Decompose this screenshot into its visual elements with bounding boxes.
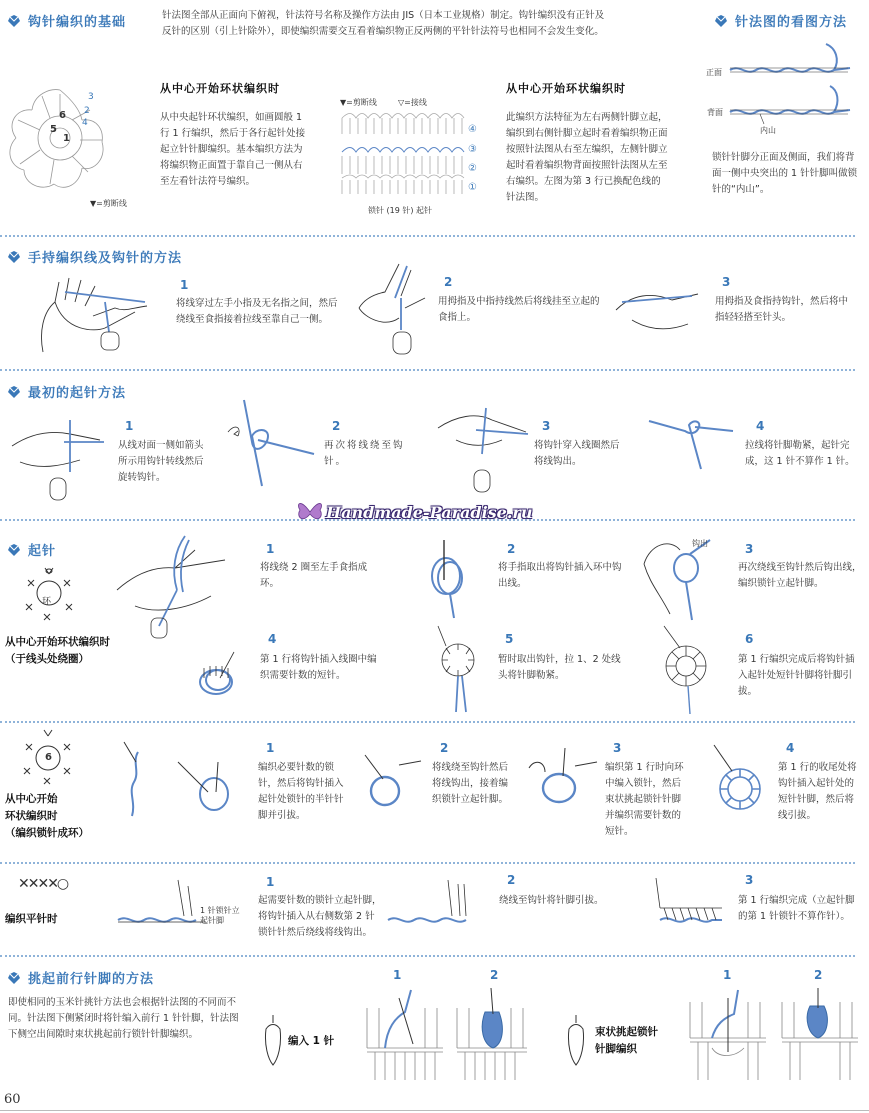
chainring-label: 从中心开始: [5, 793, 58, 805]
section-title-text: 起针: [28, 544, 57, 559]
completed-ring-illustration: [650, 626, 720, 716]
hand-illustration: [115, 530, 255, 640]
legend-cut: ▼=剪断线: [90, 199, 127, 208]
subsection-title: 从中心开始环状编织时: [506, 82, 626, 95]
step-number: 4: [786, 741, 795, 755]
step-text: 绕线至钩针将针脚引拔。: [499, 895, 604, 906]
pullout-label: 钩出: [692, 539, 708, 548]
gem-icon: [8, 544, 20, 556]
ring-number: 6: [59, 110, 66, 121]
ring-number: 5: [50, 124, 57, 135]
reading-text: 锁针针脚分正面及侧面，我们将背面一侧中央突出的 1 针针脚叫做锁针的“内山”。: [712, 152, 858, 195]
step-number: 3: [542, 419, 551, 433]
step-text: 编织必要针数的锁针，然后将钩针插入起针处锁针的半针针脚并引拔。: [258, 762, 344, 821]
chain-ring-illustration: [355, 755, 425, 815]
knot-illustration: [645, 415, 735, 475]
ring-stitches-illustration: [190, 648, 250, 708]
step-number: 5: [505, 632, 514, 646]
step-text: 再次绕线至钩针然后钩出线，编织锁针立起针脚。: [738, 562, 862, 589]
front-label: 正面: [706, 68, 722, 77]
loop-illustration: [228, 396, 318, 491]
step-number: 2: [814, 968, 823, 982]
section-title-holding: [8, 247, 182, 266]
qizhen-label: 从中心开始环状编织时: [5, 636, 110, 648]
ring-number: 2: [84, 106, 90, 116]
step-number: 2: [332, 419, 341, 433]
section-title-start: [8, 382, 126, 401]
puff-bundle-complete-illustration: [780, 988, 860, 1083]
pulled-ring-illustration: [428, 626, 488, 716]
step-number: 6: [745, 632, 754, 646]
gem-icon: [8, 251, 20, 263]
ring-number: 3: [88, 92, 94, 102]
section-title-text: 针法图的看图方法: [735, 15, 848, 30]
row-number: ③: [468, 144, 477, 155]
section-title-text: 挑起前行针脚的方法: [28, 972, 155, 987]
flat-label: 编织平针时: [5, 913, 58, 925]
circular-stitch-chart: [2, 80, 112, 210]
step-number: 3: [745, 542, 754, 556]
step-text: 第 1 行编织完成（立起针脚的第 1 针锁针不算作针）。: [738, 895, 855, 922]
puff-stitch-symbol: [565, 1015, 587, 1067]
ring-symbol-number: 6: [45, 752, 52, 763]
flat-row-illustration: [388, 880, 488, 940]
gem-icon: [715, 15, 727, 27]
page-bottom-line: [0, 1110, 869, 1111]
divider: [0, 235, 855, 237]
flat-annotation: 1 针锁针立: [200, 906, 240, 915]
chain-ring-illustration: [525, 748, 600, 818]
chainring-label: 环状编织时: [5, 810, 58, 822]
hand-hook-illustration: [640, 534, 720, 624]
step-number: 4: [756, 419, 765, 433]
divider: [0, 955, 855, 957]
section-title-basics: [8, 11, 126, 30]
inner-label: 内山: [760, 126, 776, 135]
ring-number: 1: [63, 133, 70, 144]
row-number: ④: [468, 124, 477, 135]
flat-stitch-chart: [338, 112, 468, 202]
row-number: ②: [468, 163, 477, 174]
step-text: 再次将线绕至钩针。: [324, 440, 405, 467]
ring-number: 4: [82, 118, 88, 128]
step-text: 编织第 1 行时向环中编入锁针，然后束状挑起锁针针脚并编织需要针数的短针。: [605, 762, 684, 837]
subsection-text: 此编织方法特征为左右两侧针脚立起，编织到右侧针脚立起时看着编织物正面按照针法图从右至左编织，左侧针脚立起时看着编织物背面按照针法图从左至右编织。左图为第 3 行已换配色线的针法图。: [506, 112, 668, 203]
gem-icon: [8, 386, 20, 398]
page-number: 60: [4, 1092, 21, 1107]
section-title-text: 最初的起针方法: [28, 386, 127, 401]
pickup-text: 即使相同的玉米针挑针方法也会根据针法图的不同而不同。针法图下侧紧闭时将针编入前行 1 针针脚，针法图下侧空出间隙时束状挑起前行锁针针脚编织。: [8, 997, 239, 1040]
step-text: 起需要针数的锁针立起针脚，将钩针插入从右侧数第 2 针锁针针然后绕线将线钩出。: [258, 895, 382, 938]
chart-caption: 锁针 (19 针) 起针: [368, 206, 433, 215]
step-text: 从线对面一侧如箭头所示用钩针转线然后旋转钩针。: [118, 440, 204, 483]
hand-hook-illustration: [612, 280, 702, 340]
step-number: 2: [507, 873, 516, 887]
step-number: 1: [266, 542, 275, 556]
bundle-label: 束状挑起锁针: [595, 1026, 658, 1038]
step-text: 第 1 行的收尾处将钩针插入起针处的短针针脚，然后将线引拔。: [778, 762, 857, 821]
watermark: Handmade-Paradise.ru: [326, 503, 533, 522]
step-text: 将线绕 2 圈至左手食指成环。: [260, 562, 368, 589]
section-title-text: 手持编织线及钩针的方法: [28, 251, 183, 266]
step-number: 3: [613, 741, 622, 755]
gem-icon: [8, 15, 20, 27]
step-text: 将线绕至钩针然后将线钩出，接着编织锁针立起针脚。: [432, 762, 509, 805]
qizhen-label-sub: （于线头处绕圈）: [5, 653, 89, 665]
step-number: 1: [180, 278, 189, 292]
chain-illustration: [730, 40, 860, 140]
insert-label: 编入 1 针: [288, 1035, 335, 1047]
section-title-pickup: [8, 968, 154, 987]
back-label: 背面: [707, 108, 723, 117]
butterfly-icon: [296, 498, 324, 526]
flat-annotation: 起针脚: [200, 916, 224, 925]
puff-insert-complete-illustration: [455, 988, 530, 1083]
completed-chain-ring-illustration: [708, 745, 778, 825]
chain-loop-illustration: [118, 742, 248, 832]
flat-row-complete-illustration: [650, 878, 730, 938]
hand-illustration: [35, 272, 165, 362]
step-number: 2: [440, 741, 449, 755]
step-text: 拉线将针脚勒紧，起针完成，这 1 针不算作 1 针。: [745, 440, 855, 467]
step-text: 用拇指及中指持线然后将线挂至立起的食指上。: [438, 296, 600, 323]
puff-stitch-symbol: [262, 1015, 284, 1067]
gem-icon: [8, 972, 20, 984]
chainring-label: （编织锁针成环）: [5, 827, 89, 839]
divider: [0, 519, 855, 521]
ring-symbol-label: 环: [42, 597, 52, 607]
step-text: 第 1 行编织完成后将钩针插入起针处短针针脚将针脚引拔。: [738, 654, 855, 697]
subsection-title: 从中心开始环状编织时: [160, 82, 280, 95]
divider: [0, 862, 855, 864]
hand-hook-illustration: [436, 404, 536, 494]
row-number: ①: [468, 182, 477, 193]
step-number: 2: [444, 275, 453, 289]
step-number: 1: [723, 968, 732, 982]
step-number: 2: [490, 968, 499, 982]
step-number: 3: [722, 275, 731, 289]
step-number: 3: [745, 873, 754, 887]
step-number: 1: [266, 875, 275, 889]
subsection-text: 从中央起针环状编织，如画圆般 1 行 1 行编织，然后于各行起针处接起立针针脚编织。基本编织方法为将编织物正面置于靠自己一侧从右至左看针法符号编织。: [160, 112, 306, 187]
hand-illustration: [10, 412, 110, 502]
section-title-text: 钩针编织的基础: [28, 15, 127, 30]
step-number: 1: [393, 968, 402, 982]
bundle-label: 针脚编织: [595, 1043, 637, 1055]
intro-text: 针法图全部从正面向下俯视，针法符号名称及操作方法由 JIS（日本工业规格）制定。钩针编织没有正针及反针的区别（引上针除外），即使编织需要交互看着编织物正反两侧的平针针法符号也相同不会发生变化。: [162, 10, 605, 37]
flat-chain-illustration: [118, 880, 208, 940]
section-title-reading: [715, 11, 847, 30]
hand-illustration: [355, 258, 435, 358]
step-text: 用拇指及食指持钩针，然后将中指轻轻搭至针头。: [715, 296, 849, 323]
legend-join: ▽=接线: [398, 98, 427, 107]
section-title-qizhen: [8, 540, 56, 559]
puff-insert-illustration: [365, 988, 445, 1083]
divider: [0, 721, 855, 723]
puff-bundle-illustration: [688, 988, 768, 1083]
legend-cut: ▼=剪断线: [340, 98, 377, 107]
flat-stitch-symbol: ✕✕✕✕○: [18, 876, 68, 892]
step-text: 将手指取出将钩针插入环中钩出线。: [498, 562, 622, 589]
step-number: 1: [266, 741, 275, 755]
divider: [0, 369, 855, 371]
hook-ring-illustration: [410, 540, 480, 620]
step-text: 将钩针穿入线圈然后将线钩出。: [534, 440, 620, 467]
step-text: 暂时取出钩针，拉 1、2 处线头将针脚勒紧。: [498, 654, 621, 681]
step-text: 第 1 行将钩针插入线圈中编织需要针数的短针。: [260, 654, 377, 681]
step-number: 2: [507, 542, 516, 556]
step-number: 4: [268, 632, 277, 646]
step-number: 1: [125, 419, 134, 433]
step-text: 将线穿过左手小指及无名指之间，然后绕线至食指接着拉线至靠自己一侧。: [176, 298, 338, 325]
